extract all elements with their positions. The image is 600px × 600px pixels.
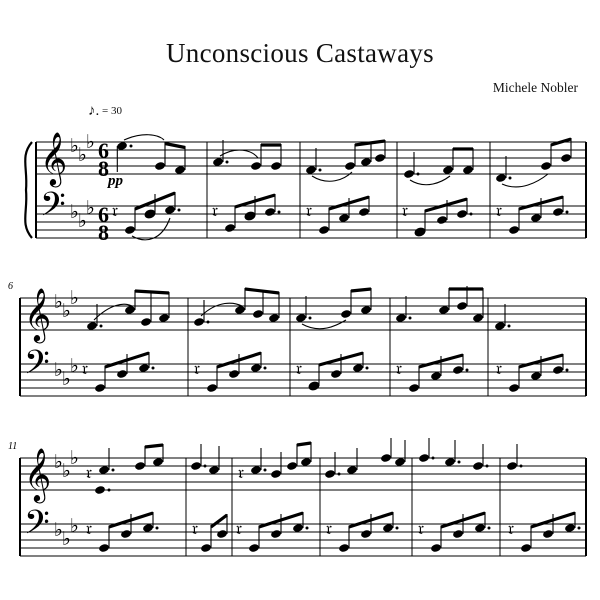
svg-text:♭: ♭: [54, 519, 63, 541]
system-2: [20, 286, 586, 396]
svg-text:𝔯: 𝔯: [508, 519, 515, 539]
system-1-measure-3-bass-notes: [306, 196, 370, 235]
svg-text:♭: ♭: [62, 300, 71, 322]
system-number-11: 11: [8, 441, 18, 452]
svg-text:𝔯: 𝔯: [396, 359, 403, 379]
system-2-measure-7-notes: [193, 288, 280, 327]
system-1-measure-1-notes: [116, 135, 186, 175]
system-3-measure-13-notes: [238, 442, 312, 483]
svg-text:♭: ♭: [54, 359, 63, 381]
system-2-measure-6-notes: [86, 290, 170, 331]
svg-text:♭: ♭: [70, 447, 79, 469]
svg-text:6: 6: [98, 202, 109, 227]
system-3-measure-16-notes: [506, 444, 522, 471]
system-3: [20, 438, 586, 556]
svg-text:♭: ♭: [86, 131, 95, 153]
svg-text:♭: ♭: [54, 291, 63, 313]
svg-text:𝔯: 𝔯: [86, 519, 93, 539]
system-2-measure-8-bass-notes: [296, 352, 369, 391]
system-1-time-signature-bass: [98, 202, 109, 245]
system-2-measure-8-notes: [295, 288, 372, 329]
svg-text:♭: ♭: [70, 287, 79, 309]
system-2-measure-10-bass-notes: [496, 354, 569, 393]
system-3-measure-12-notes: [190, 444, 220, 475]
page-title: Unconscious Castaways: [165, 38, 434, 68]
dynamic-pp: pp: [108, 173, 123, 189]
svg-text:♭: ♭: [70, 515, 79, 537]
bass-clef-icon: 𝄢: [40, 186, 66, 232]
treble-clef-icon-2: 𝄞: [24, 287, 52, 341]
svg-text:𝔯: 𝔯: [418, 519, 425, 539]
system-3-measure-11-notes: [86, 444, 164, 495]
svg-text:𝔯: 𝔯: [296, 359, 303, 379]
system-1-time-signature-treble: [98, 138, 109, 181]
treble-clef-icon-3: 𝄞: [24, 447, 52, 501]
svg-text:♭: ♭: [78, 210, 87, 232]
system-1-measure-4-bass-notes: [402, 198, 473, 237]
system-1-key-signature-bass: [70, 197, 95, 232]
composer-name: Michele Nobler: [492, 80, 578, 95]
svg-text:♭: ♭: [70, 355, 79, 377]
tempo-note-icon: ♪.: [88, 103, 100, 119]
system-2-measure-9-notes: [395, 286, 484, 323]
bass-clef-icon-3: 𝄢: [24, 504, 50, 550]
system-number-6: 6: [8, 281, 13, 292]
svg-text:♭: ♭: [78, 144, 87, 166]
svg-text:𝔯: 𝔯: [192, 519, 199, 539]
system-2-measure-9-bass-notes: [396, 354, 469, 393]
svg-text:6: 6: [98, 138, 109, 163]
svg-text:♭: ♭: [62, 528, 71, 550]
svg-text:♭: ♭: [54, 451, 63, 473]
svg-text:𝔯: 𝔯: [82, 359, 89, 379]
system-1-measure-2-bass-notes: [212, 194, 281, 233]
system-1-measure-3-notes: [305, 140, 386, 181]
system-1: [25, 131, 586, 245]
svg-text:8: 8: [98, 220, 109, 245]
svg-text:𝔯: 𝔯: [86, 463, 93, 483]
svg-text:♭: ♭: [86, 197, 95, 219]
svg-text:𝔯: 𝔯: [212, 201, 219, 221]
system-1-measure-5-notes: [495, 138, 572, 187]
system-1-measure-1-bass-notes: [112, 192, 181, 240]
system-3-key-signature-bass: [54, 515, 79, 550]
system-1-key-signature-treble: [70, 131, 95, 166]
system-1-measure-5-bass-notes: [496, 196, 569, 235]
svg-text:𝔯: 𝔯: [194, 359, 201, 379]
svg-text:𝔯: 𝔯: [238, 463, 245, 483]
svg-text:𝔯: 𝔯: [402, 201, 409, 221]
system-2-key-signature-treble: [54, 287, 79, 322]
system-3-key-signature-treble: [54, 447, 79, 482]
svg-text:𝔯: 𝔯: [496, 359, 503, 379]
svg-text:𝔯: 𝔯: [306, 201, 313, 221]
tempo-value: = 30: [102, 105, 122, 117]
svg-text:𝔯: 𝔯: [236, 519, 243, 539]
system-2-measure-10-notes: [494, 304, 510, 331]
system-1-brace: [25, 142, 32, 238]
bass-clef-icon-2: 𝄢: [24, 344, 50, 390]
system-3-measure-12-bass-notes: [192, 514, 228, 553]
svg-text:𝔯: 𝔯: [112, 201, 119, 221]
svg-text:♭: ♭: [62, 460, 71, 482]
svg-text:♭: ♭: [70, 135, 79, 157]
svg-text:𝔯: 𝔯: [326, 519, 333, 539]
treble-clef-icon: 𝄞: [40, 131, 68, 185]
system-2-key-signature-bass: [54, 355, 79, 390]
svg-text:♭: ♭: [70, 201, 79, 223]
svg-text:8: 8: [98, 156, 109, 181]
svg-text:♭: ♭: [62, 368, 71, 390]
svg-text:𝔯: 𝔯: [496, 201, 503, 221]
